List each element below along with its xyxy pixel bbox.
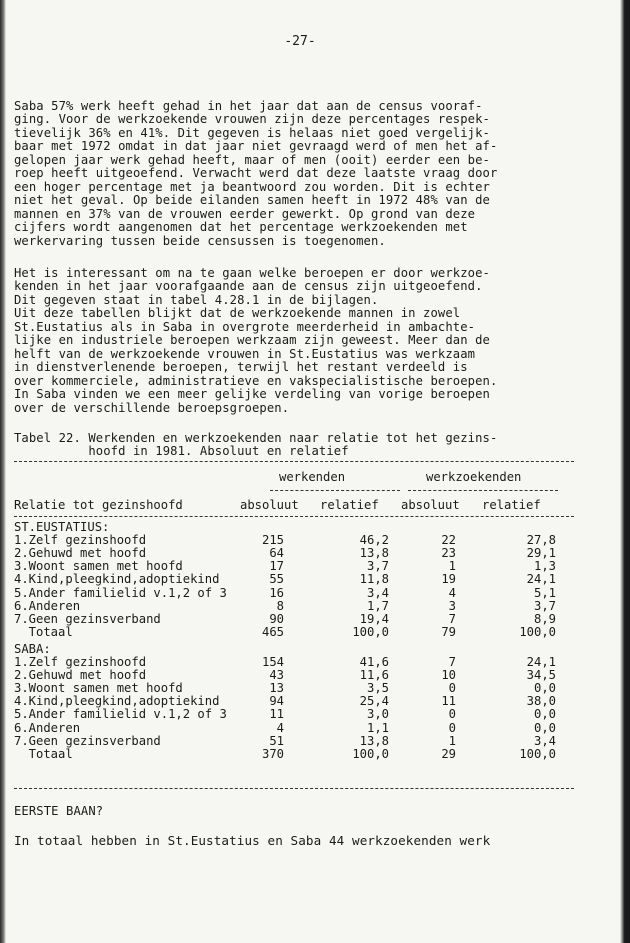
row-label: 6.Anderen xyxy=(14,720,81,735)
werkzoekenden-absoluut: 22 xyxy=(441,533,456,548)
header-absoluut-werkzoekenden: absoluut xyxy=(401,498,460,512)
werkenden-absoluut: 4 xyxy=(276,720,284,735)
table-row xyxy=(14,613,574,626)
header-werkenden: werkenden xyxy=(279,470,346,484)
row-label: 1.Zelf gezinshoofd xyxy=(14,655,147,669)
werkzoekenden-absoluut: 11 xyxy=(441,694,456,709)
table-row xyxy=(14,560,574,573)
werkenden-relatief: 25,4 xyxy=(359,694,389,709)
section-name: SABA: xyxy=(14,641,51,656)
row-label: 5.Ander familielid v.1,2 of 3 xyxy=(14,707,227,722)
paragraph-2-line: Dit gegeven staat in tabel 4.28.1 in de bijlagen. xyxy=(14,292,379,307)
paragraph-1-line: cijfers wordt aangenomen dat het percentage werkzoekenden met xyxy=(14,220,468,235)
werkzoekenden-absoluut: 1 xyxy=(448,733,456,748)
werkenden-relatief: 100,0 xyxy=(352,746,389,761)
table-row xyxy=(14,669,574,682)
header-werkzoekenden: werkzoekenden xyxy=(426,470,522,484)
table-rule-header xyxy=(14,516,574,517)
scan-left-edge xyxy=(0,0,6,943)
table-rule-bottom xyxy=(14,788,574,789)
heading-eerste-baan: EERSTE BAAN? xyxy=(14,804,104,818)
table-row xyxy=(14,656,574,669)
werkenden-absoluut: 51 xyxy=(269,733,284,748)
werkzoekenden-underline xyxy=(408,490,558,491)
werkzoekenden-relatief: 0,0 xyxy=(533,720,556,735)
werkenden-relatief: 3,4 xyxy=(366,585,389,600)
row-label: 2.Gehuwd met hoofd xyxy=(14,668,147,683)
row-label: 1.Zelf gezinshoofd xyxy=(14,533,147,548)
header-relatie: Relatie tot gezinshoofd xyxy=(14,498,183,512)
table-caption-line: Tabel 22. Werkenden en werkzoekenden naar relatie tot het gezins- xyxy=(14,431,498,445)
paragraph-2-line: St.Eustatius als in Saba in overgrote meerderheid in ambachte- xyxy=(14,319,476,334)
table-rule-top xyxy=(14,461,574,462)
section-name: ST.EUSTATIUS: xyxy=(14,520,110,534)
paragraph-2-line: Uit deze tabellen blijkt dat de werkzoekende mannen in zowel xyxy=(14,306,461,321)
werkzoekenden-relatief: 24,1 xyxy=(526,655,556,669)
scan-right-edge xyxy=(620,0,630,943)
werkzoekenden-absoluut: 7 xyxy=(448,611,456,626)
werkzoekenden-relatief: 100,0 xyxy=(519,624,556,639)
paragraph-1-line: werkervaring tussen beide censussen is toegenomen. xyxy=(14,233,386,248)
werkenden-relatief: 13,8 xyxy=(359,546,389,561)
werkzoekenden-absoluut: 23 xyxy=(441,546,456,561)
table-caption xyxy=(14,432,544,459)
paragraph-1-line: roep heeft uitgeoefend. Verwacht werd dat deze laatste vraag door xyxy=(14,166,498,181)
werkzoekenden-relatief: 5,1 xyxy=(533,585,556,600)
row-label: 3.Woont samen met hoofd xyxy=(14,559,183,574)
paragraph-1 xyxy=(14,100,544,248)
werkenden-absoluut: 90 xyxy=(269,611,284,626)
werkenden-absoluut: 465 xyxy=(261,624,284,639)
header-relatief-werkzoekenden: relatief xyxy=(482,498,541,512)
werkzoekenden-absoluut: 0 xyxy=(448,707,456,722)
werkenden-relatief: 11,6 xyxy=(359,668,389,683)
paragraph-2-line: over de verschillende beroepsgroepen. xyxy=(14,400,290,415)
row-label: 3.Woont samen met hoofd xyxy=(14,681,183,696)
werkzoekenden-relatief: 38,0 xyxy=(526,694,556,709)
werkenden-absoluut: 16 xyxy=(269,585,284,600)
table-row xyxy=(14,722,574,735)
werkenden-relatief: 1,1 xyxy=(366,720,389,735)
werkenden-absoluut: 55 xyxy=(269,572,284,587)
werkzoekenden-absoluut: 10 xyxy=(441,668,456,683)
table-row xyxy=(14,573,574,586)
werkzoekenden-absoluut: 19 xyxy=(441,572,456,587)
werkzoekenden-relatief: 34,5 xyxy=(526,668,556,683)
werkenden-absoluut: 64 xyxy=(269,546,284,561)
paragraph-1-line: niet het geval. Op beide eilanden samen heeft in 1972 48% van de xyxy=(14,193,490,208)
werkenden-absoluut: 13 xyxy=(269,681,284,696)
section-heading xyxy=(14,643,574,656)
werkenden-absoluut: 43 xyxy=(269,668,284,683)
header-relatief-werkenden: relatief xyxy=(320,498,379,512)
paragraph-1-line: een hoger percentage met ja beantwoord zou worden. Dit is echter xyxy=(14,179,490,194)
paragraph-1-line: Saba 57% werk heeft gehad in het jaar dat aan de census vooraf- xyxy=(14,99,483,113)
werkenden-relatief: 41,6 xyxy=(359,655,389,669)
paragraph-1-line: baar met 1972 omdat in dat jaar niet gevraagd werd of men het af- xyxy=(14,139,498,154)
row-label: 4.Kind,pleegkind,adoptiekind xyxy=(14,694,220,709)
paragraph-1-line: ging. Voor de werkzoekende vrouwen zijn deze percentages respek- xyxy=(14,112,490,127)
paragraph-2 xyxy=(14,267,544,415)
werkenden-relatief: 11,8 xyxy=(359,572,389,587)
werkenden-absoluut: 17 xyxy=(269,559,284,574)
paragraph-2-line: Het is interessant om na te gaan welke beroepen er door werkzoe- xyxy=(14,266,490,280)
werkzoekenden-relatief: 29,1 xyxy=(526,546,556,561)
table-row xyxy=(14,748,574,761)
paragraph-2-line: over kommerciele, administratieve en vakspecialistische beroepen. xyxy=(14,373,498,388)
werkenden-relatief: 46,2 xyxy=(359,533,389,548)
row-label: 4.Kind,pleegkind,adoptiekind xyxy=(14,572,220,587)
row-label: 6.Anderen xyxy=(14,598,81,613)
table-row xyxy=(14,708,574,721)
werkzoekenden-absoluut: 79 xyxy=(441,624,456,639)
header-absoluut-werkenden: absoluut xyxy=(240,498,299,512)
werkenden-relatief: 3,5 xyxy=(366,681,389,696)
werkzoekenden-absoluut: 7 xyxy=(448,655,456,669)
section-heading xyxy=(14,521,574,534)
row-label: 2.Gehuwd met hoofd xyxy=(14,546,147,561)
werkzoekenden-relatief: 27,8 xyxy=(526,533,556,548)
page-number: -27- xyxy=(284,34,316,49)
table-row xyxy=(14,534,574,547)
werkenden-relatief: 19,4 xyxy=(359,611,389,626)
table-row xyxy=(14,682,574,695)
row-label: Totaal xyxy=(14,624,73,639)
paragraph-3: In totaal hebben in St.Eustatius en Saba 44 werkzoekenden werk xyxy=(14,833,491,848)
werkzoekenden-absoluut: 0 xyxy=(448,681,456,696)
paragraph-1-line: tievelijk 36% en 41%. Dit gegeven is helaas niet goed vergelijk- xyxy=(14,125,490,140)
werkenden-absoluut: 11 xyxy=(269,707,284,722)
row-label: 7.Geen gezinsverband xyxy=(14,611,161,626)
table-caption-line: hoofd in 1981. Absoluut en relatief xyxy=(14,444,349,459)
table-row xyxy=(14,600,574,613)
werkenden-absoluut: 154 xyxy=(261,655,284,669)
table-row xyxy=(14,547,574,560)
paragraph-2-line: kenden in het jaar voorafgaande aan de census zijn uitgeoefend. xyxy=(14,279,483,294)
werkzoekenden-relatief: 0,0 xyxy=(533,707,556,722)
row-label: 5.Ander familielid v.1,2 of 3 xyxy=(14,585,227,600)
werkzoekenden-relatief: 3,7 xyxy=(533,598,556,613)
werkenden-absoluut: 370 xyxy=(261,746,284,761)
werkzoekenden-absoluut: 0 xyxy=(448,720,456,735)
table-row xyxy=(14,695,574,708)
werkzoekenden-absoluut: 4 xyxy=(448,585,456,600)
werkzoekenden-absoluut: 1 xyxy=(448,559,456,574)
werkzoekenden-relatief: 24,1 xyxy=(526,572,556,587)
table-row xyxy=(14,735,574,748)
table-row xyxy=(14,587,574,600)
paragraph-1-line: mannen en 37% van de vrouwen eerder gewerkt. Op grond van deze xyxy=(14,206,476,221)
paragraph-2-line: In Saba vinden we een meer gelijke verdeling van vorige beroepen xyxy=(14,387,490,402)
werkenden-absoluut: 8 xyxy=(276,598,284,613)
werkenden-relatief: 3,0 xyxy=(366,707,389,722)
paragraph-2-line: helft van de werkzoekende vrouwen in St.Eustatius was werkzaam xyxy=(14,346,476,361)
row-label: 7.Geen gezinsverband xyxy=(14,733,161,748)
werkenden-relatief: 100,0 xyxy=(352,624,389,639)
werkzoekenden-relatief: 1,3 xyxy=(533,559,556,574)
row-label: Totaal xyxy=(14,746,73,761)
werkenden-absoluut: 94 xyxy=(269,694,284,709)
werkenden-underline xyxy=(270,490,400,491)
werkzoekenden-relatief: 100,0 xyxy=(519,746,556,761)
werkenden-absoluut: 215 xyxy=(261,533,284,548)
werkzoekenden-relatief: 3,4 xyxy=(533,733,556,748)
werkzoekenden-relatief: 8,9 xyxy=(533,611,556,626)
werkenden-relatief: 1,7 xyxy=(366,598,389,613)
paragraph-1-line: gelopen jaar werk gehad heeft, maar of men (ooit) eerder een be- xyxy=(14,152,490,167)
table-row xyxy=(14,626,574,639)
werkzoekenden-absoluut: 29 xyxy=(441,746,456,761)
werkenden-relatief: 13,8 xyxy=(359,733,389,748)
paragraph-2-line: in dienstverlenende beroepen, terwijl het restant verdeeld is xyxy=(14,360,468,375)
paragraph-2-line: lijke en industriele beroepen werkzaam zijn geweest. Meer dan de xyxy=(14,333,490,348)
werkzoekenden-absoluut: 3 xyxy=(448,598,456,613)
werkzoekenden-relatief: 0,0 xyxy=(533,681,556,696)
werkenden-relatief: 3,7 xyxy=(366,559,389,574)
